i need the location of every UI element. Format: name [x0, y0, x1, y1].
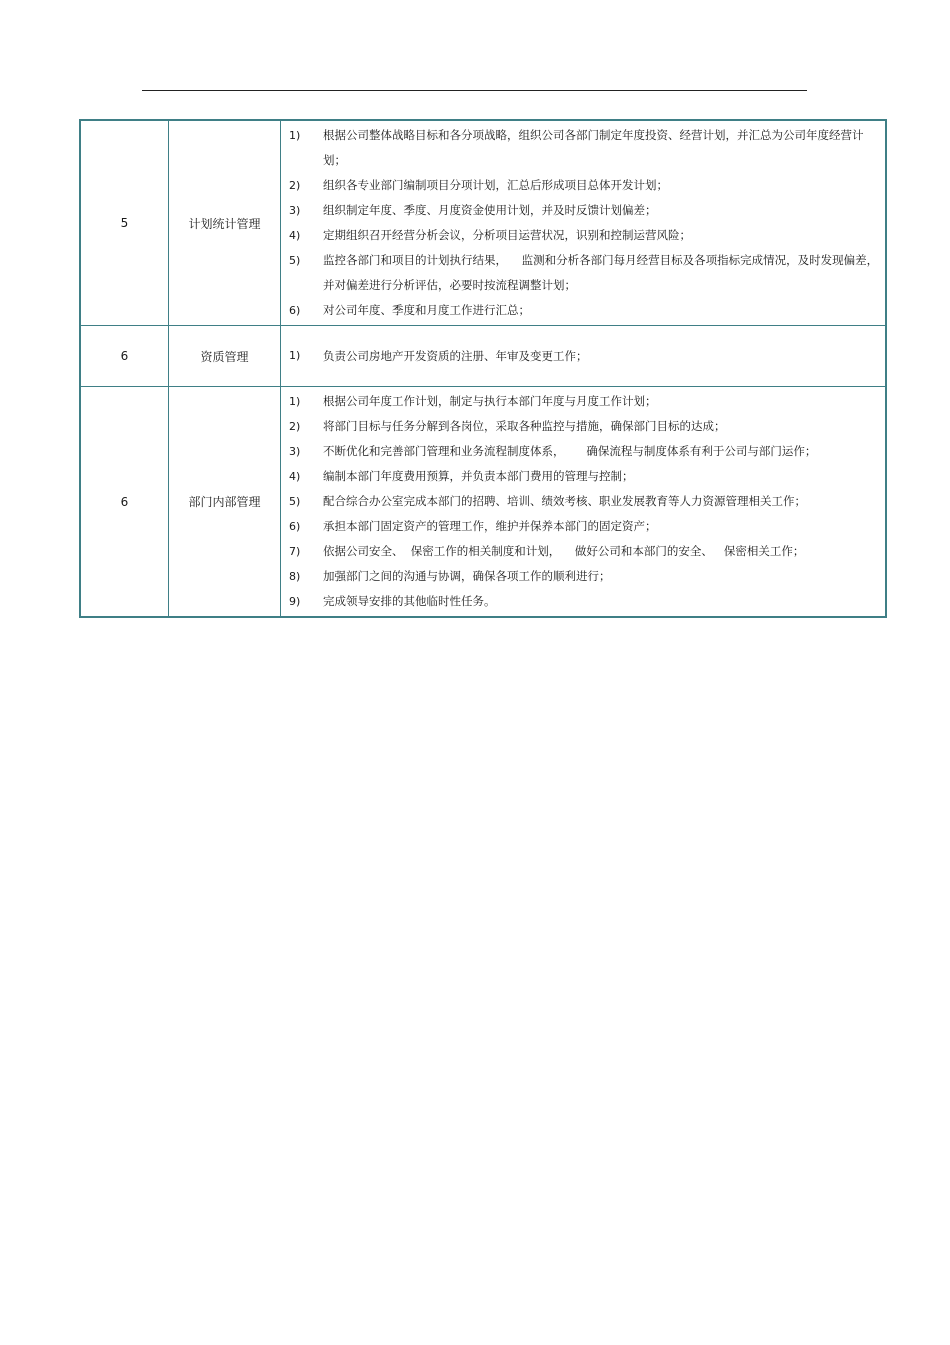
duty-items-cell: [281, 387, 887, 618]
duty-item-number: 3): [289, 204, 301, 217]
duty-item-number: 6): [289, 304, 301, 317]
duty-item: [289, 298, 881, 323]
duty-item-text: 组织制定年度、季度、月度资金使用计划，并及时反馈计划偏差；: [323, 203, 657, 217]
duty-item-text: 完成领导安排的其他临时性任务。: [323, 594, 496, 608]
duty-item-text: 编制本部门年度费用预算，并负责本部门费用的管理与控制；: [323, 469, 634, 483]
duty-item-text: 不断优化和完善部门管理和业务流程制度体系， 确保流程与制度体系有利于公司与部门运作；: [323, 444, 817, 458]
duty-item-text: 依据公司安全、 保密工作的相关制度和计划， 做好公司和本部门的安全、 保密相关工作；: [323, 544, 805, 558]
duty-item-text: 组织各专业部门编制项目分项计划，汇总后形成项目总体开发计划；: [323, 178, 668, 192]
row-number-cell: 6: [80, 387, 169, 618]
row-number-cell: 6: [80, 326, 169, 387]
table-row: [80, 120, 886, 326]
duty-item-number: 5): [289, 254, 301, 267]
duty-item: [289, 464, 881, 489]
duty-item-number: 4): [289, 229, 301, 242]
duty-category-cell: 资质管理: [169, 326, 281, 387]
duty-item-text: 根据公司年度工作计划，制定与执行本部门年度与月度工作计划；: [323, 394, 657, 408]
duty-item: [289, 414, 881, 439]
duty-item: [289, 223, 881, 248]
duty-item-text: 定期组织召开经营分析会议，分析项目运营状况，识别和控制运营风险；: [323, 228, 691, 242]
duty-item-text: 根据公司整体战略目标和各分项战略，组织公司各部门制定年度投资、经营计划，并汇总为公司年度经营计划；: [323, 128, 864, 167]
duty-item-number: 5): [289, 495, 301, 508]
duty-category-cell: 部门内部管理: [169, 387, 281, 618]
duty-item-text: 加强部门之间的沟通与协调，确保各项工作的顺利进行；: [323, 569, 611, 583]
duty-item: [289, 173, 881, 198]
duty-item-number: 9): [289, 595, 301, 608]
duty-item-number: 1): [289, 395, 301, 408]
duty-item-number: 1): [289, 349, 301, 362]
duty-item: [289, 439, 881, 464]
duty-category-cell: 计划统计管理: [169, 120, 281, 326]
duty-item: [289, 539, 881, 564]
duty-table: [79, 119, 887, 618]
duty-item: [289, 198, 881, 223]
duty-item-text: 配合综合办公室完成本部门的招聘、培训、绩效考核、职业发展教育等人力资源管理相关工作；: [323, 494, 806, 508]
duty-item: [289, 123, 881, 173]
duty-item-text: 将部门目标与任务分解到各岗位，采取各种监控与措施，确保部门目标的达成；: [323, 419, 726, 433]
duty-item-number: 4): [289, 470, 301, 483]
duty-item: [289, 248, 881, 298]
duty-item: [289, 389, 881, 414]
duty-item-number: 7): [289, 545, 301, 558]
duty-item-text: 对公司年度、季度和月度工作进行汇总；: [323, 303, 530, 317]
header-rule: [142, 90, 807, 91]
duty-item-number: 8): [289, 570, 301, 583]
duty-table-body: [80, 120, 886, 617]
duty-item-number: 1): [289, 129, 301, 142]
duty-item-number: 2): [289, 420, 301, 433]
duty-item-number: 6): [289, 520, 301, 533]
duty-item-text: 负责公司房地产开发资质的注册、年审及变更工作；: [323, 349, 588, 363]
duty-item-number: 2): [289, 179, 301, 192]
duty-items-cell: [281, 120, 887, 326]
duty-item: [289, 564, 881, 589]
duty-item-text: 监控各部门和项目的计划执行结果， 监测和分析各部门每月经营目标及各项指标完成情况，及时发现偏差，并对偏差进行分析评估，必要时按流程调整计划；: [323, 253, 879, 292]
duty-item: [289, 489, 881, 514]
duty-item: [289, 514, 881, 539]
duty-items-cell: [281, 326, 887, 387]
duty-item-number: 3): [289, 445, 301, 458]
table-row: [80, 326, 886, 387]
table-row: [80, 387, 886, 618]
row-number-cell: 5: [80, 120, 169, 326]
duty-item: [289, 589, 881, 614]
duty-item: [289, 328, 881, 384]
duty-item-text: 承担本部门固定资产的管理工作，维护并保养本部门的固定资产；: [323, 519, 657, 533]
